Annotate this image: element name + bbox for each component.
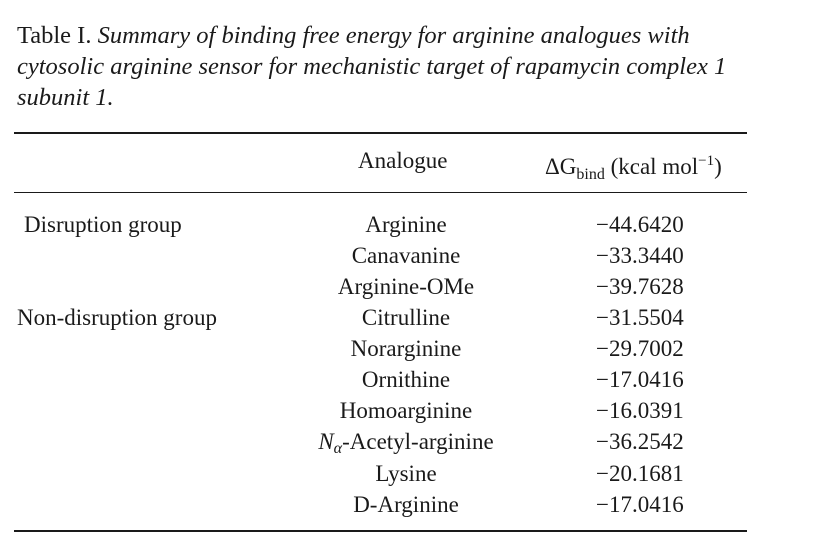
analogue-name: Arginine-OMe <box>337 274 475 299</box>
table-row <box>0 271 814 302</box>
binding-energy-value: −31.5504 <box>596 305 684 330</box>
bottom-rule <box>14 530 747 532</box>
analogue-name: Ornithine <box>361 367 451 392</box>
table-row <box>0 209 814 240</box>
caption-text: Summary of binding free energy for arginine analogues with cytosolic arginine sensor for mechanistic target of rapamycin complex 1 subunit 1. <box>17 22 727 111</box>
binding-energy-value: −44.6420 <box>596 212 684 237</box>
table-row <box>0 489 814 520</box>
table-row <box>0 395 814 426</box>
analogue-name: Arginine <box>365 212 447 237</box>
table-row <box>0 426 814 457</box>
column-header-binding-energy <box>545 146 722 190</box>
binding-energy-value: −29.7002 <box>596 336 684 361</box>
table-caption <box>17 20 757 113</box>
alpha-subscript: α <box>333 440 343 457</box>
analogue-name: Norarginine <box>350 336 462 361</box>
binding-energy-value: −36.2542 <box>596 429 684 454</box>
table-row <box>0 240 814 271</box>
analogue-name: Canavanine <box>351 243 461 268</box>
group-label: Disruption group <box>24 212 182 237</box>
binding-energy-value: −17.0416 <box>596 492 684 517</box>
table-row <box>0 364 814 395</box>
analogue-suffix: -Acetyl-arginine <box>342 429 494 454</box>
dg-symbol: ΔG <box>545 154 577 179</box>
top-rule <box>14 132 747 134</box>
binding-energy-value: −16.0391 <box>596 398 684 423</box>
binding-energy-value: −17.0416 <box>596 367 684 392</box>
analogue-name: Lysine <box>375 461 437 486</box>
table-row <box>0 333 814 364</box>
table-row <box>0 458 814 489</box>
analogue-name: D-Arginine <box>353 492 459 517</box>
table-label: Table I. <box>17 22 92 49</box>
column-header-analogue: Analogue <box>358 148 448 173</box>
binding-energy-value: −33.3440 <box>596 243 684 268</box>
dg-exponent: −1 <box>698 153 715 169</box>
group-label: Non-disruption group <box>17 305 217 330</box>
analogue-name: Citrulline <box>361 305 451 330</box>
n-letter: N <box>318 429 334 454</box>
table-row <box>0 302 814 333</box>
n-alpha-prefix <box>318 429 343 457</box>
dg-unit-close: ) <box>714 154 722 179</box>
binding-energy-value: −39.7628 <box>596 274 684 299</box>
binding-energy-value: −20.1681 <box>596 461 684 486</box>
dg-subscript: bind <box>576 166 605 183</box>
dg-unit: (kcal mol <box>604 154 699 179</box>
header-rule <box>14 192 747 193</box>
analogue-name: Homoarginine <box>339 398 473 423</box>
